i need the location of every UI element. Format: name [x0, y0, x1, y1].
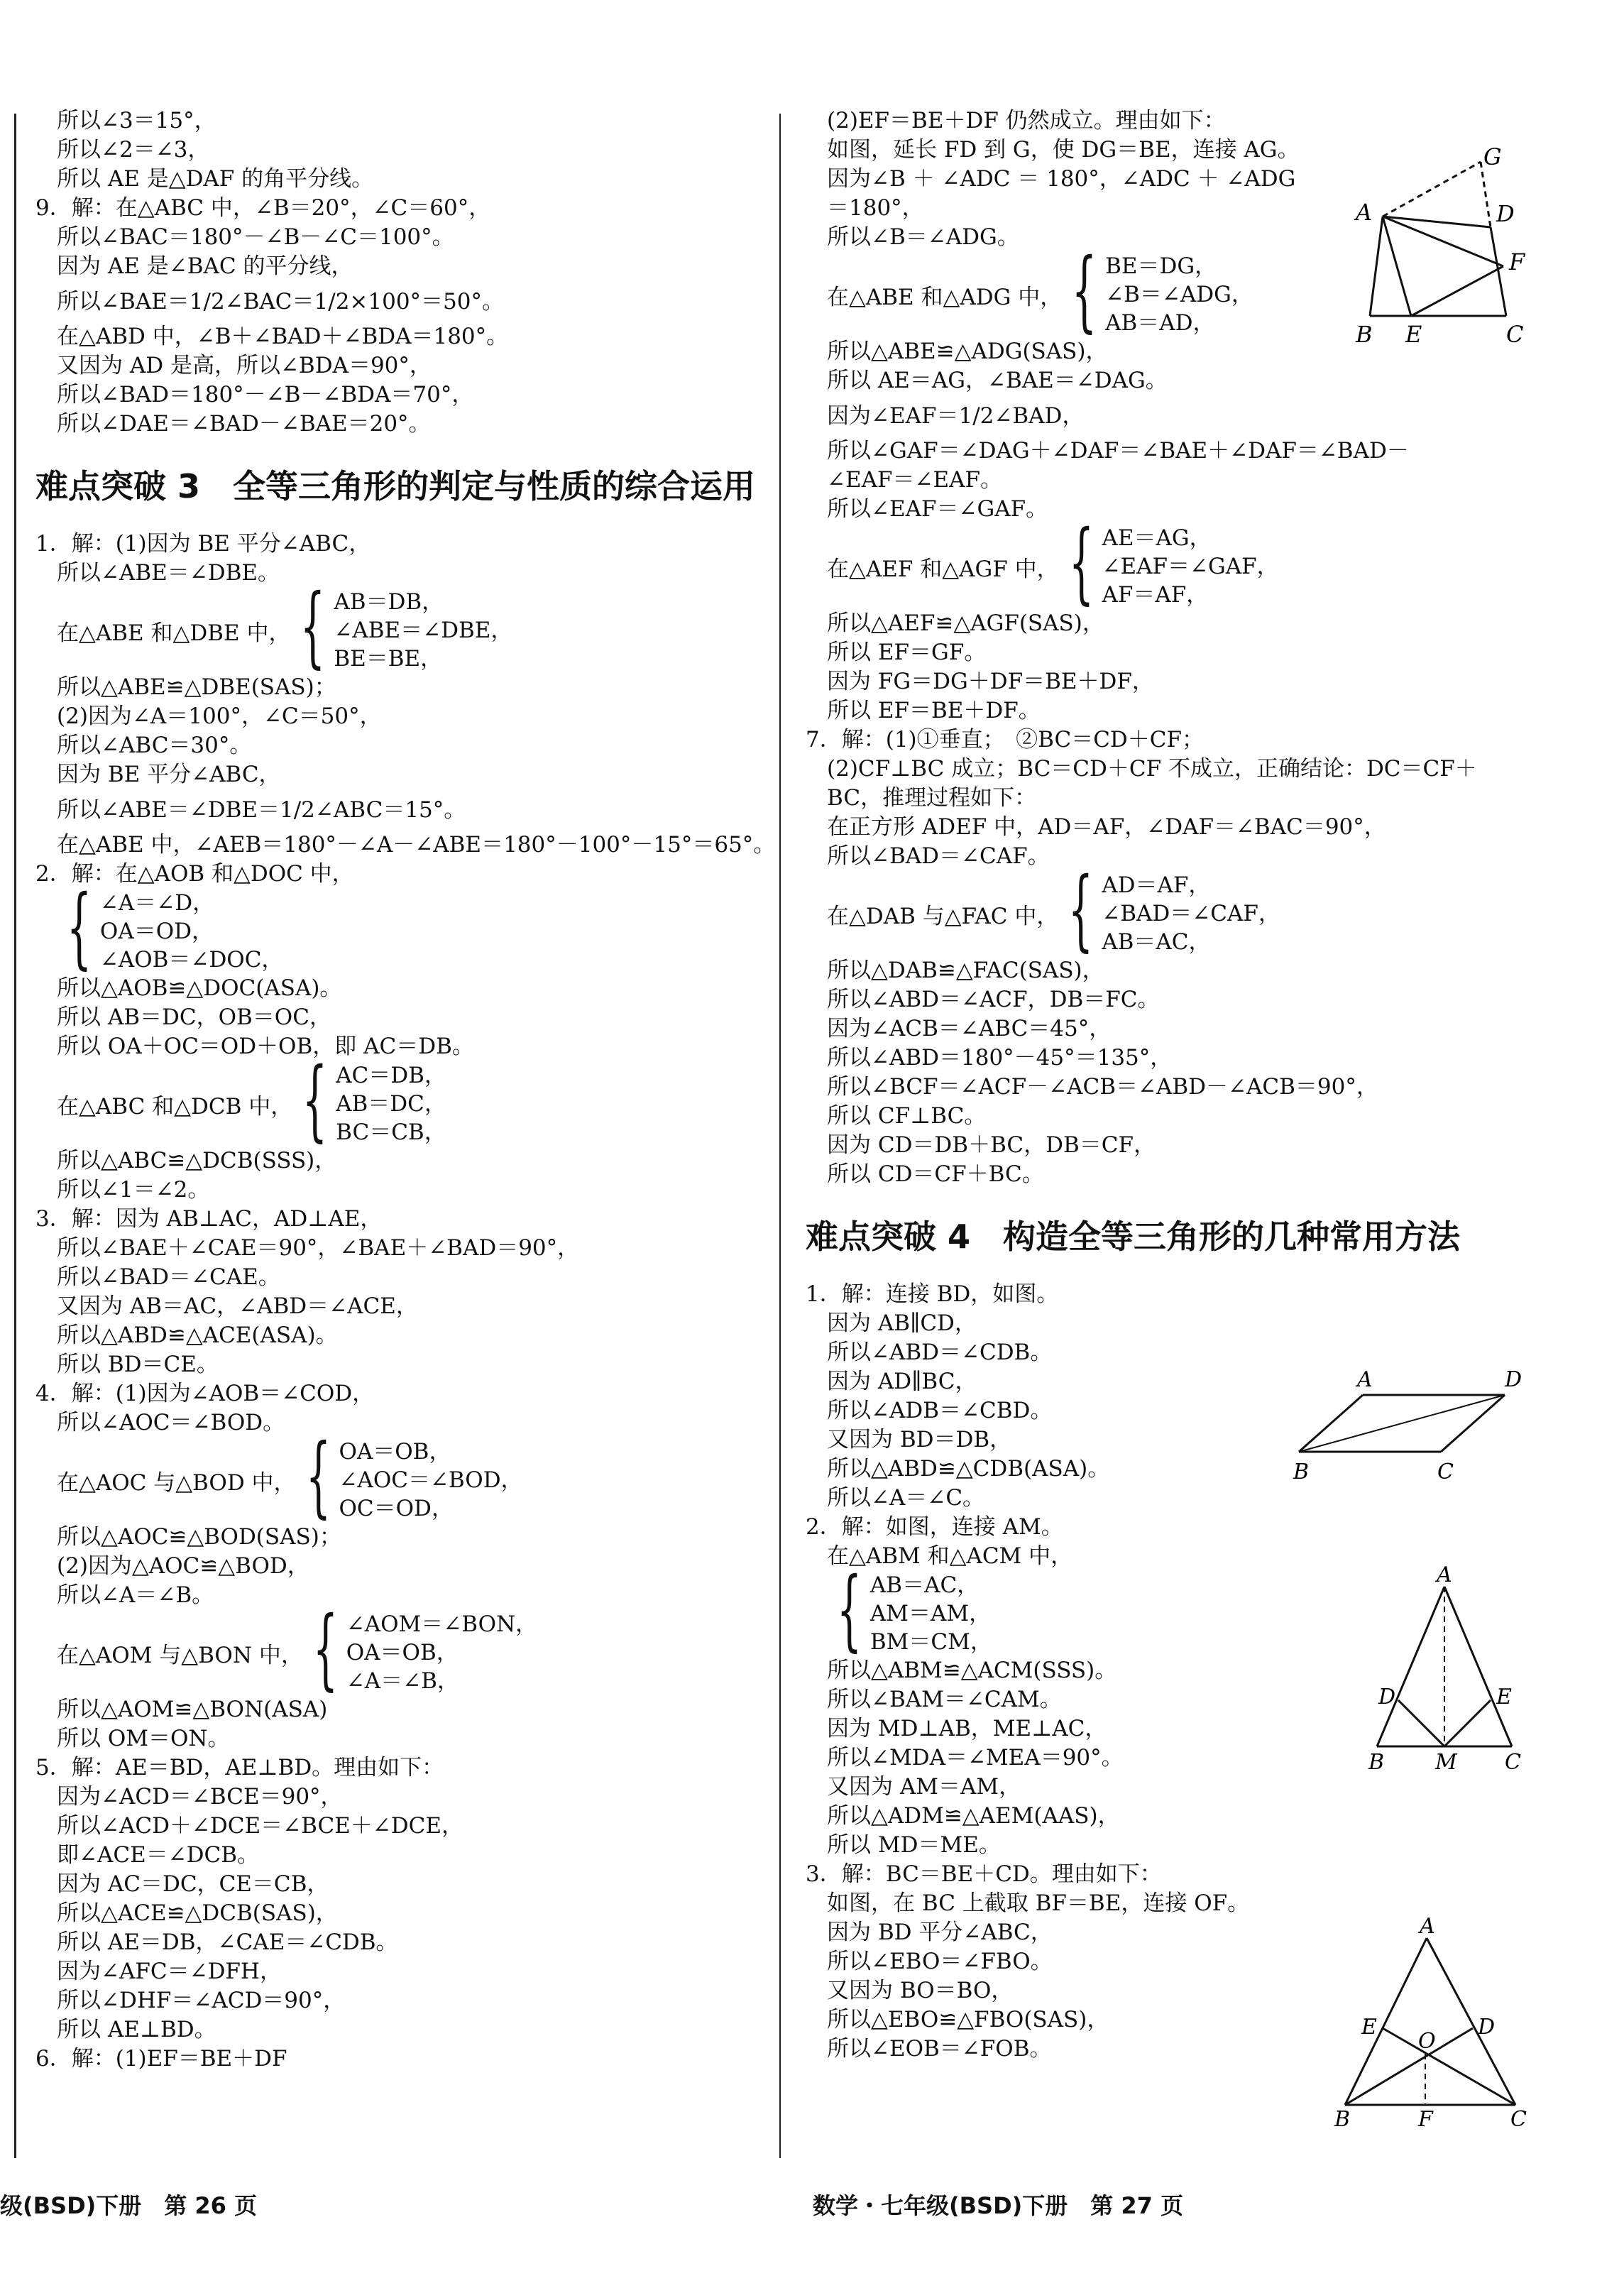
brace-lead: 在△AOC 与△BOD 中， — [57, 1470, 296, 1496]
text-line: 所以∠BAC＝180°－∠B－∠C＝100°。 — [57, 224, 454, 250]
text-line: ＝180°， — [827, 195, 924, 221]
point-label: A — [1357, 1367, 1373, 1392]
text-line: 因为 CD＝DB＋BC，DB＝CF， — [827, 1132, 1156, 1158]
text-line: 在正方形 ADEF 中，AD＝AF，∠DAF＝∠BAC＝90°， — [827, 814, 1386, 840]
text-line: 所以 CF⊥BC。 — [827, 1103, 987, 1129]
point-label: B — [1293, 1460, 1310, 1484]
section-3-title: 难点突破 3 全等三角形的判定与性质的综合运用 — [35, 467, 756, 505]
problem-3-head: 3．解：因为 AB⊥AC，AD⊥AE， — [35, 1206, 383, 1232]
text-line: 所以∠DAE＝∠BAD－∠BAE＝20°。 — [57, 411, 431, 437]
brace-item: ∠AOM＝∠BON， — [346, 1611, 538, 1637]
brace-icon: { — [1071, 240, 1097, 342]
brace-lead: 在△DAB 与△FAC 中， — [827, 903, 1059, 929]
brace-item: AC＝DB， — [336, 1063, 446, 1088]
text-line: (2)CF⊥BC 成立；BC＝CD＋CF 不成立，正确结论：DC＝CF＋ — [827, 756, 1477, 782]
brace-group — [806, 512, 1593, 614]
figure-parallelogram — [1292, 1359, 1526, 1487]
text-line: 又因为 AB＝AC，∠ABD＝∠ACE， — [57, 1293, 418, 1319]
figure-square-abcd — [1349, 142, 1533, 348]
point-label: E — [1496, 1685, 1512, 1709]
text-line: 又因为 AM＝AM， — [827, 1774, 1021, 1800]
point-label: F — [1509, 248, 1525, 275]
point-label: E — [1361, 2015, 1377, 2040]
text-line: 所以△AOB≌△DOC(ASA)。 — [57, 975, 342, 1001]
brace-item: AB＝DC， — [336, 1091, 446, 1117]
brace-group — [35, 576, 767, 678]
text-line: 又因为 AD 是高，所以∠BDA＝90°， — [57, 353, 432, 378]
problem-2-head: 2．解：在△AOB 和△DOC 中， — [35, 861, 354, 887]
text-line: 在△ABE 中，∠AEB＝180°－∠A－∠ABE＝180°－100°－15°＝65°。 — [57, 832, 776, 858]
brace-item: OA＝OB， — [339, 1439, 451, 1465]
problem-1-head: 1．解：连接 BD，如图。 — [806, 1281, 1059, 1307]
brace-lead: 在△ABE 和△DBE 中， — [57, 620, 291, 646]
text-line: 因为 BE 平分∠ABC， — [57, 762, 281, 787]
text-line: 因为 AC＝DC，CE＝CB， — [57, 1871, 329, 1897]
text-line: 又因为 BD＝DB， — [827, 1427, 1012, 1452]
figure-isosceles-triangle — [1349, 1562, 1533, 1775]
brace-item: BE＝DG， — [1105, 253, 1217, 279]
brace-item: AM＝AM， — [869, 1601, 992, 1626]
footer-left-page: 级(BSD)下册 第 26 页 — [0, 2192, 258, 2219]
text-line: 所以∠ADB＝∠CBD。 — [827, 1398, 1053, 1423]
text-line: (2)因为∠A＝100°，∠C＝50°， — [57, 704, 382, 729]
text-line: 所以∠ABE＝∠DBE＝1/2∠ABC＝15°。 — [57, 797, 466, 823]
text-line: 因为∠EAF＝1/2∠BAD， — [827, 403, 1085, 429]
text-line: 所以△ACE≌△DCB(SAS)， — [57, 1900, 338, 1926]
text-line: 所以∠ABD＝180°－45°＝135°， — [827, 1045, 1173, 1071]
point-label: D — [1505, 1367, 1522, 1392]
text-line: 所以∠ABE＝∠DBE。 — [57, 560, 280, 586]
text-line: 所以∠ABD＝∠ACF，DB＝FC。 — [827, 987, 1160, 1012]
text-line: 所以∠MDA＝∠MEA＝90°。 — [827, 1745, 1124, 1771]
text-line: (2)EF＝BE＋DF 仍然成立。理由如下： — [827, 108, 1226, 133]
text-line: 因为∠B ＋ ∠ADC ＝ 180°，∠ADC ＋ ∠ADG — [827, 166, 1296, 192]
brace-lead: 在△AEF 和△AGF 中， — [827, 556, 1059, 582]
text-line: 如图，延长 FD 到 G，使 DG＝BE，连接 AG。 — [827, 137, 1300, 163]
text-line: 因为∠ACD＝∠BCE＝90°， — [57, 1784, 343, 1810]
text-line: 所以△ABE≌△ADG(SAS)， — [827, 339, 1108, 364]
brace-item: ∠BAD＝∠CAF， — [1102, 901, 1280, 926]
point-label: E — [1405, 321, 1422, 348]
text-line: 在△ABD 中，∠B＋∠BAD＋∠BDA＝180°。 — [57, 324, 509, 349]
problem-7-head: 7．解：(1)①垂直； ②BC＝CD＋CF； — [806, 727, 1205, 753]
text-line: 因为 FG＝DG＋DF＝BE＋DF， — [827, 669, 1154, 694]
text-line: 因为 AE 是∠BAC 的平分线， — [57, 253, 353, 279]
text-line: 所以 OM＝ON。 — [57, 1726, 230, 1751]
brace-icon: { — [836, 1559, 862, 1661]
point-label: C — [1510, 2107, 1527, 2126]
text-line: 所以 CD＝CF＋BC。 — [827, 1161, 1044, 1187]
point-label: A — [1420, 1914, 1435, 1939]
text-line: 所以 MD＝ME。 — [827, 1832, 1001, 1858]
text-line: 所以△DAB≌△FAC(SAS)， — [827, 958, 1104, 983]
brace-icon: { — [300, 576, 326, 678]
text-line: 所以△EBO≌△FBO(SAS)， — [827, 2007, 1109, 2032]
text-line: 即∠ACE＝∠DCB。 — [57, 1842, 260, 1868]
text-line: 所以∠EAF＝∠GAF。 — [827, 496, 1048, 522]
brace-group — [35, 1049, 767, 1151]
brace-item: ∠AOC＝∠BOD， — [339, 1467, 523, 1493]
text-line: 所以△AOC≌△BOD(SAS)； — [57, 1524, 341, 1550]
column-divider — [779, 114, 781, 2158]
text-line: 所以∠2＝∠3， — [57, 137, 210, 163]
point-label: M — [1435, 1750, 1457, 1775]
figure-triangle-with-bisectors — [1320, 1913, 1533, 2126]
point-label: B — [1368, 1750, 1385, 1775]
brace-group — [35, 877, 767, 979]
text-line: 所以△AEF≌△AGF(SAS)， — [827, 611, 1104, 636]
problem-9-head: 9．解：在△ABC 中，∠B＝20°，∠C＝60°， — [35, 195, 491, 221]
text-line: 所以 AE＝AG，∠BAE＝∠DAG。 — [827, 368, 1168, 393]
brace-icon: { — [66, 877, 92, 979]
brace-lead: 在△ABC 和△DCB 中， — [57, 1093, 293, 1120]
brace-item: AB＝DB， — [334, 589, 444, 615]
left-column — [35, 106, 776, 2074]
problem-1-head: 1．解：(1)因为 BE 平分∠ABC， — [35, 531, 371, 557]
brace-icon: { — [1068, 859, 1094, 961]
brace-item: AD＝AF， — [1102, 872, 1211, 898]
text-line: 所以∠ABD＝∠CDB。 — [827, 1340, 1053, 1365]
brace-item: AE＝AG， — [1102, 525, 1212, 551]
brace-item: ∠A＝∠D， — [99, 890, 215, 916]
brace-item: ∠EAF＝∠GAF， — [1102, 554, 1279, 579]
problem-2-head: 2．解：如图，连接 AM。 — [806, 1514, 1063, 1540]
text-line: ∠EAF＝∠EAF。 — [827, 467, 1003, 493]
point-label: D — [1378, 1685, 1396, 1709]
brace-item: ∠B＝∠ADG， — [1105, 282, 1253, 307]
point-label: O — [1418, 2029, 1436, 2054]
brace-item: ∠AOB＝∠DOC， — [99, 947, 284, 973]
text-line: 如图，在 BC 上截取 BF＝BE，连接 OF。 — [827, 1890, 1250, 1916]
point-label: C — [1505, 1750, 1521, 1775]
text-line: 所以∠3＝15°， — [57, 108, 216, 133]
point-label: D — [1478, 2015, 1496, 2040]
text-line: 所以∠AOC＝∠BOD。 — [57, 1410, 285, 1435]
point-label: A — [1356, 199, 1373, 226]
brace-group — [806, 859, 1593, 961]
brace-icon: { — [302, 1049, 328, 1151]
point-label: D — [1496, 200, 1515, 227]
brace-item: OA＝OB， — [346, 1640, 459, 1665]
text-line: 所以 AE⊥BD。 — [57, 2017, 216, 2042]
text-line: 所以∠EBO＝∠FBO。 — [827, 1949, 1053, 1974]
text-line: 所以 EF＝GF。 — [827, 640, 987, 665]
point-label: B — [1334, 2107, 1351, 2126]
text-line: 因为∠ACB＝∠ABC＝45°， — [827, 1016, 1112, 1041]
text-line: 所以△ABE≌△DBE(SAS)； — [57, 674, 336, 700]
problem-5-head: 5．解：AE＝BD，AE⊥BD。理由如下： — [35, 1755, 444, 1780]
text-line: 又因为 BO＝BO， — [827, 1978, 1014, 2003]
brace-item: BC＝CB， — [336, 1120, 446, 1145]
text-line: 因为 BD 平分∠ABC， — [827, 1920, 1053, 1945]
text-line: 所以∠B＝∠ADG。 — [827, 224, 1019, 250]
text-line: 所以△AOM≌△BON(ASA) — [57, 1697, 328, 1722]
text-line: 所以△ADM≌△AEM(AAS)， — [827, 1803, 1120, 1829]
problem-4-head: 4．解：(1)因为∠AOB＝∠COD， — [35, 1381, 375, 1406]
text-line: 所以∠ACD＋∠DCE＝∠BCE＋∠DCE， — [57, 1813, 463, 1839]
text-line: 所以∠EOB＝∠FOB。 — [827, 2036, 1052, 2062]
brace-lead: 在△AOM 与△BON 中， — [57, 1642, 303, 1668]
text-line: 所以∠BAM＝∠CAM。 — [827, 1687, 1062, 1712]
text-line: 所以∠BCF＝∠ACF－∠ACB＝∠ABD－∠ACB＝90°， — [827, 1074, 1378, 1100]
text-line: 所以∠DHF＝∠ACD＝90°， — [57, 1988, 346, 2013]
brace-icon: { — [312, 1598, 339, 1700]
point-label: A — [1437, 1563, 1452, 1587]
text-line: 所以∠BAD＝∠CAF。 — [827, 843, 1050, 869]
problem-3-head: 3．解：BC＝BE＋CD。理由如下： — [806, 1861, 1162, 1887]
brace-item: OC＝OD， — [339, 1496, 454, 1521]
text-line: 所以∠A＝∠C。 — [827, 1485, 985, 1511]
text-line: 所以 OA＋OC＝OD＋OB，即 AC＝DB。 — [57, 1034, 474, 1059]
brace-icon: { — [1068, 512, 1094, 614]
point-label: F — [1418, 2107, 1433, 2126]
point-label: C — [1506, 321, 1524, 348]
text-line: 所以△ABC≌△DCB(SSS)， — [57, 1148, 337, 1173]
text-line: 因为 MD⊥AB，ME⊥AC， — [827, 1716, 1107, 1741]
text-line: 因为 AD∥BC， — [827, 1369, 977, 1394]
brace-item: BM＝CM， — [869, 1629, 992, 1655]
brace-item: OA＝OD， — [99, 919, 214, 944]
text-line: BC，推理过程如下： — [827, 785, 1037, 811]
brace-item: AB＝AC， — [869, 1572, 980, 1598]
text-line: 所以∠BAE＝1/2∠BAC＝1/2×100°＝50°。 — [57, 289, 505, 314]
footer-right-page: 数学・七年级(BSD)下册 第 27 页 — [813, 2192, 1184, 2219]
text-line: (2)因为△AOC≌△BOD， — [57, 1553, 309, 1579]
point-label: C — [1437, 1460, 1454, 1484]
text-line: 所以△ABD≌△CDB(ASA)。 — [827, 1456, 1110, 1482]
brace-item: AB＝AC， — [1102, 929, 1211, 955]
brace-item: ∠ABE＝∠DBE， — [334, 618, 513, 643]
text-line: 所以∠1＝∠2。 — [57, 1177, 210, 1203]
text-line: 所以∠BAE＋∠CAE＝90°，∠BAE＋∠BAD＝90°， — [57, 1235, 580, 1261]
text-line: 所以△ABM≌△ACM(SSS)。 — [827, 1658, 1117, 1683]
brace-group — [35, 1598, 767, 1700]
text-line: 所以∠BAD＝∠CAE。 — [57, 1264, 280, 1290]
point-label: B — [1356, 321, 1373, 348]
text-line: 所以△ABD≌△ACE(ASA)。 — [57, 1323, 338, 1348]
text-line: 所以∠A＝∠B。 — [57, 1582, 214, 1608]
brace-icon: { — [305, 1425, 331, 1528]
brace-item: AB＝AD， — [1105, 310, 1215, 336]
text-line: 所以∠GAF＝∠DAG＋∠DAF＝∠BAE＋∠DAF＝∠BAD－ — [827, 438, 1409, 464]
brace-lead: 在△ABE 和△ADG 中， — [827, 284, 1063, 310]
problem-6-head: 6．解：(1)EF＝BE＋DF — [35, 2046, 287, 2072]
text-line: 所以 AE 是△DAF 的角平分线。 — [57, 166, 374, 192]
brace-item: AF＝AF， — [1102, 582, 1209, 608]
text-line: 所以∠ABC＝30°。 — [57, 733, 252, 758]
text-line: 所以 EF＝BE＋DF。 — [827, 698, 1041, 723]
section-4-title: 难点突破 4 构造全等三角形的几种常用方法 — [806, 1217, 1461, 1256]
point-label: G — [1483, 143, 1502, 170]
text-line: 所以 AB＝DC，OB＝OC， — [57, 1005, 331, 1030]
brace-item: ∠A＝∠B， — [346, 1668, 459, 1694]
text-line: 所以 AE＝DB，∠CAE＝∠CDB。 — [57, 1930, 398, 1955]
text-line: 在△ABM 和△ACM 中， — [827, 1543, 1073, 1569]
brace-item: BE＝BE， — [334, 646, 443, 672]
text-line: 因为 AB∥CD， — [827, 1310, 977, 1336]
text-line: 所以∠BAD＝180°－∠B－∠BDA＝70°， — [57, 382, 474, 407]
brace-group — [35, 1425, 767, 1528]
text-line: 所以 BD＝CE。 — [57, 1352, 219, 1377]
left-margin-rule — [14, 114, 16, 2158]
text-line: 因为∠AFC＝∠DFH， — [57, 1959, 282, 1984]
